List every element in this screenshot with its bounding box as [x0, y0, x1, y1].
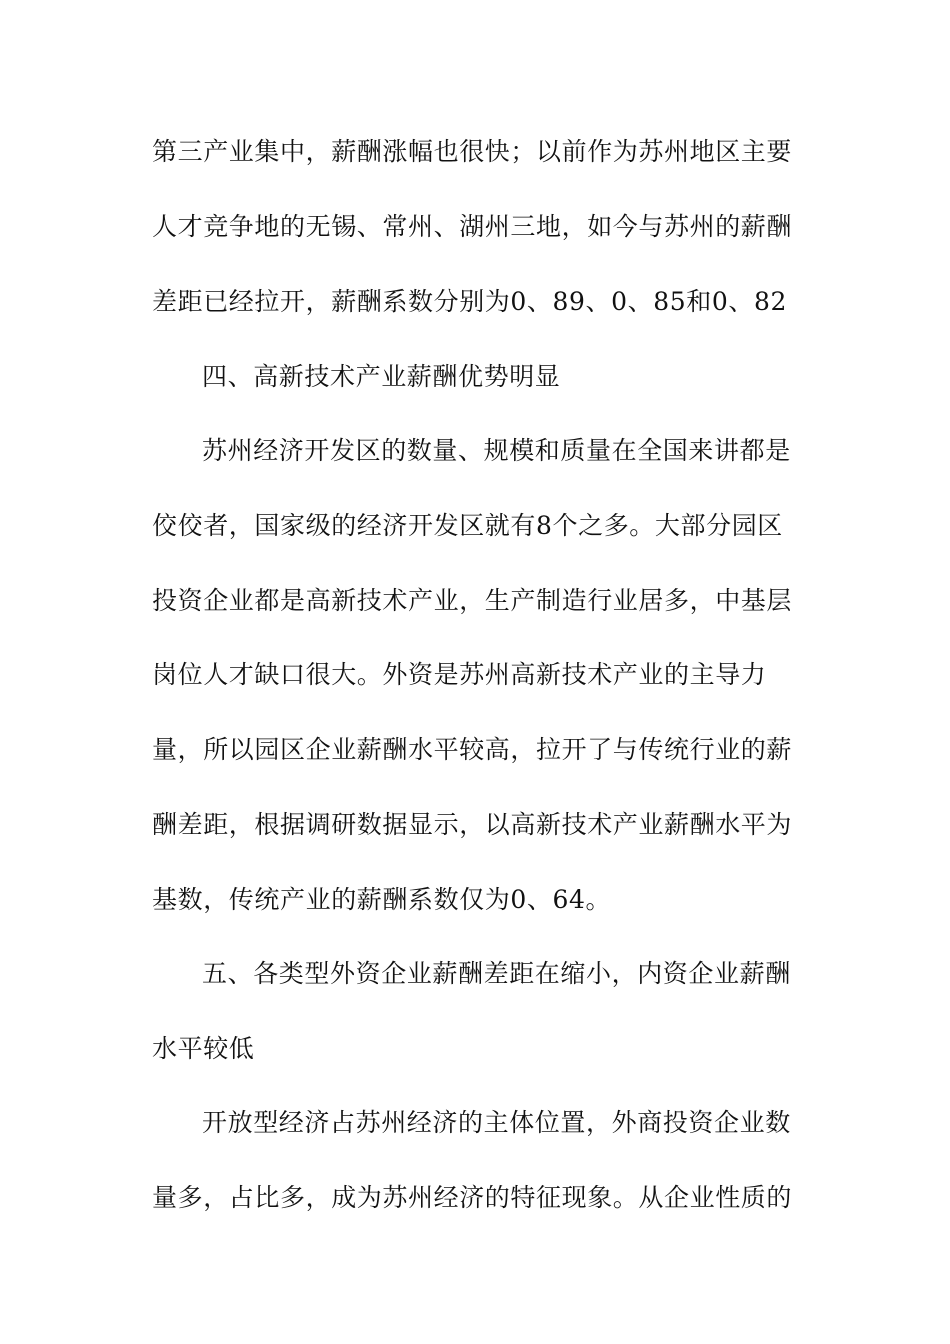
section-heading-continued: 水平较低 — [152, 1034, 255, 1063]
paragraph-line: 差距已经拉开，薪酬系数分别为0、89、0、85和0、82 — [152, 287, 787, 316]
paragraph-line: 开放型经济占苏州经济的主体位置，外商投资企业数 — [202, 1108, 791, 1137]
section-heading: 五、各类型外资企业薪酬差距在缩小，内资企业薪酬 — [202, 959, 791, 988]
paragraph-line: 人才竞争地的无锡、常州、湖州三地，如今与苏州的薪酬 — [152, 212, 793, 241]
paragraph-line: 量，所以园区企业薪酬水平较高，拉开了与传统行业的薪 — [152, 735, 793, 764]
section-heading: 四、高新技术产业薪酬优势明显 — [202, 362, 561, 391]
paragraph-line: 岗位人才缺口很大。外资是苏州高新技术产业的主导力 — [152, 660, 767, 689]
paragraph-line: 酬差距，根据调研数据显示，以高新技术产业薪酬水平为 — [152, 810, 793, 839]
paragraph-line: 基数，传统产业的薪酬系数仅为0、64。 — [152, 885, 612, 914]
paragraph-line: 佼佼者，国家级的经济开发区就有8个之多。大部分园区 — [152, 511, 783, 540]
paragraph-line: 苏州经济开发区的数量、规模和质量在全国来讲都是 — [202, 436, 791, 465]
paragraph-line: 投资企业都是高新技术产业，生产制造行业居多，中基层 — [152, 586, 793, 615]
paragraph-line: 第三产业集中，薪酬涨幅也很快；以前作为苏州地区主要 — [152, 137, 793, 166]
paragraph-line: 量多，占比多，成为苏州经济的特征现象。从企业性质的 — [152, 1183, 793, 1212]
